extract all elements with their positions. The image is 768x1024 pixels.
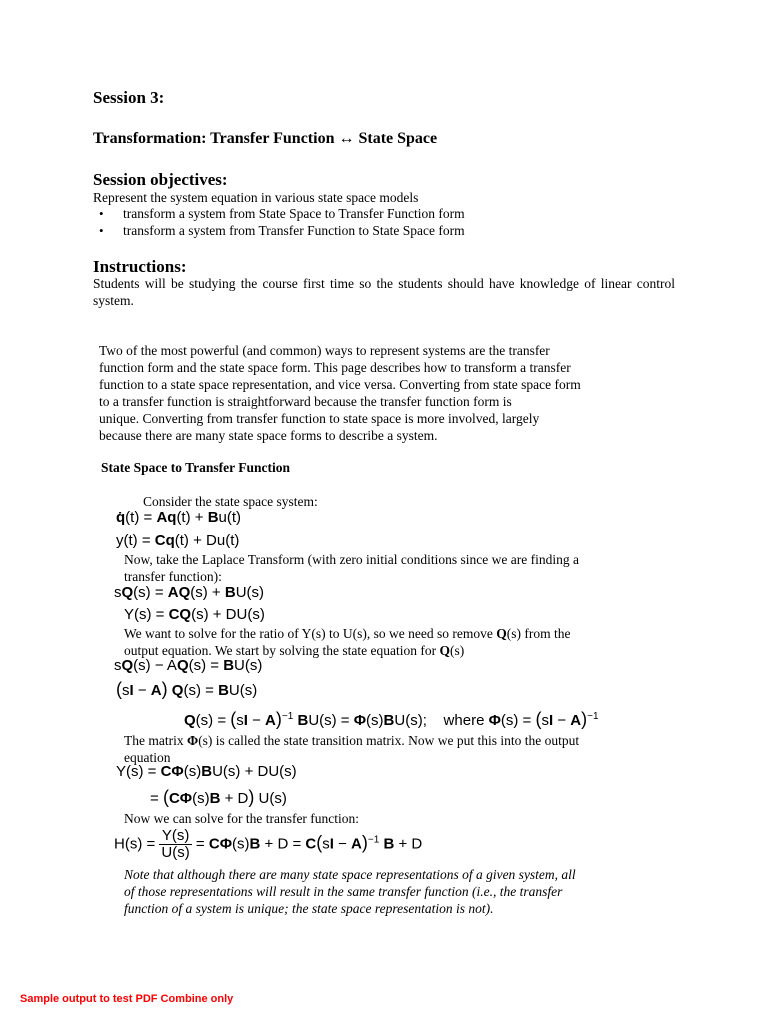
footer-watermark: Sample output to test PDF Combine only (20, 993, 234, 1005)
text-line: output equation. We start by solving the state equation for Q(s) (124, 643, 465, 658)
text-line: We want to solve for the ratio of Y(s) to U(s), so we need so remove Q(s) from the (124, 626, 571, 641)
objectives-heading: Session objectives: (93, 170, 228, 189)
list-item: • transform a system from Transfer Function to State Space form (93, 222, 465, 239)
paragraph-line: Two of the most powerful (and common) ways to represent systems are the transfer (99, 343, 550, 358)
solve-text (124, 625, 570, 659)
paragraph-line: because there are many state space forms to describe a system. (99, 428, 438, 443)
page-title: Transformation: Transfer Function ↔ State Space (93, 130, 438, 147)
intro-paragraph (99, 342, 581, 444)
equation-transfer-function: H(s) = $\frac{Y(s)}{U(s)}$ = CΦ(s)B + D = C(sI − A)$^{-1}$ B + D (114, 827, 423, 861)
equation-factored: (sI − A) Q(s) = BU(s) (116, 679, 258, 699)
objectives-list (93, 205, 465, 239)
list-item: • transform a system from State Space to Transfer Function form (93, 205, 465, 222)
session-heading: Session 3: (93, 88, 165, 107)
note-text (124, 866, 576, 917)
equation-laplace-state: sQ(s) = AQ(s) + BU(s) (114, 584, 265, 601)
equation-q-solution: Q(s) = (sI − A)$^{-1}$ BU(s) = Φ(s)BU(s); where Φ(s) = (sI − A)$^{-1}$ (184, 709, 599, 729)
instructions-heading: Instructions: (93, 257, 187, 276)
equation-state: q̇(t) = Aq(t) + Bu(t) (116, 509, 242, 526)
text-line: Now, take the Laplace Transform (with zero initial conditions since we are finding a (124, 552, 579, 567)
text-line: equation (124, 750, 171, 765)
text-line: of those representations will result in the same transfer function (i.e., the transfer (124, 884, 563, 899)
paragraph-line: unique. Converting from transfer function to state space is more involved, largely (99, 411, 540, 426)
text-line: The matrix Φ(s) is called the state transition matrix. Now we put this into the output (124, 733, 580, 748)
matrix-text (124, 732, 579, 766)
paragraph-line: to a transfer function is straightforward because the transfer function form is (99, 394, 512, 409)
paragraph-line: function to a state space representation, and vice versa. Converting from state space form (99, 377, 581, 392)
section-heading: State Space to Transfer Function (101, 460, 290, 475)
now-solve-text: Now we can solve for the transfer function: (124, 811, 360, 826)
laplace-text (124, 551, 579, 585)
equation-laplace-output: Y(s) = CQ(s) + DU(s) (124, 606, 265, 623)
equation-y-substituted: Y(s) = CΦ(s)BU(s) + DU(s) (116, 763, 297, 780)
equation-rearranged: sQ(s) − AQ(s) = BU(s) (114, 657, 263, 674)
text-line: function of a system is unique; the state space representation is not). (124, 901, 494, 916)
equation-y-factored: = (CΦ(s)B + D) U(s) (150, 787, 287, 807)
equation-output: y(t) = Cq(t) + Du(t) (116, 532, 240, 549)
consider-text: Consider the state space system: (143, 494, 318, 509)
text-line: Note that although there are many state space representations of a given system, all (124, 867, 576, 882)
objectives-intro: Represent the system equation in various state space models (93, 190, 419, 205)
instructions-text: Students will be studying the course first time so the students should have knowledge of linear control system. (93, 276, 675, 308)
paragraph-line: function form and the state space form. This page describes how to transform a transfer (99, 360, 571, 375)
text-line: transfer function): (124, 569, 222, 584)
